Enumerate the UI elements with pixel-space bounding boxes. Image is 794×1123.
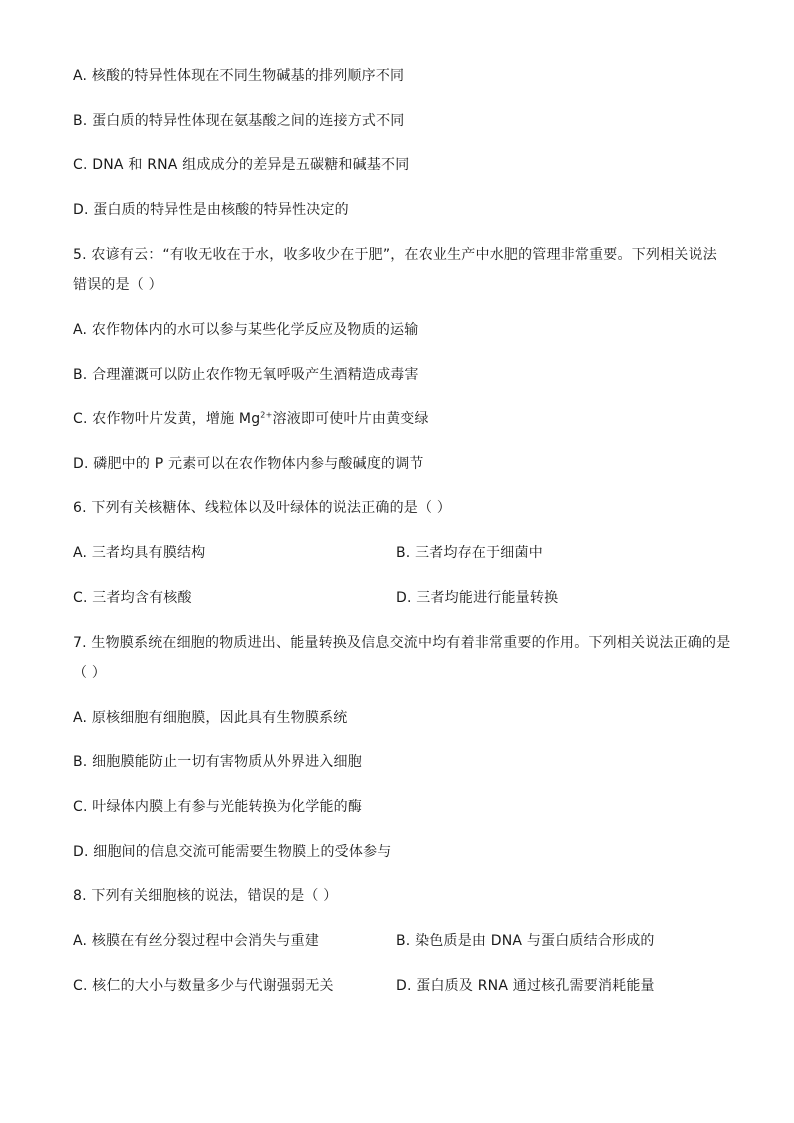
q5-stem-line2: 错误的是（ ）	[73, 277, 163, 293]
q8-option-c: C. 核仁的大小与数量多少与代谢强弱无关	[73, 978, 334, 994]
q6-option-c: C. 三者均含有核酸	[73, 590, 192, 606]
q7-stem-line1: 7. 生物膜系统在细胞的物质进出、能量转换及信息交流中均有着非常重要的作用。下列相关说法正确的是	[73, 635, 731, 651]
q6-option-a: A. 三者均具有膜结构	[73, 545, 206, 561]
q6-stem: 6. 下列有关核糖体、线粒体以及叶绿体的说法正确的是（ ）	[73, 500, 452, 516]
q7-option-b: B. 细胞膜能防止一切有害物质从外界进入细胞	[73, 754, 362, 770]
q7-stem-line2: （ ）	[73, 665, 107, 681]
q5-option-c-text: C. 农作物叶片发黄，增施 Mg	[73, 411, 261, 427]
q8-option-d: D. 蛋白质及 RNA 通过核孔需要消耗能量	[396, 978, 655, 994]
q7-option-d: D. 细胞间的信息交流可能需要生物膜上的受体参与	[73, 844, 392, 860]
q5-option-c-superscript: 2+	[260, 410, 273, 420]
q5-stem-line1: 5. 农谚有云：“有收无收在于水，收多收少在于肥”，在农业生产中水肥的管理非常重要。下列相关说法	[73, 247, 717, 263]
q6-option-b: B. 三者均存在于细菌中	[396, 545, 543, 561]
q6-option-d: D. 三者均能进行能量转换	[396, 590, 559, 606]
q8-stem: 8. 下列有关细胞核的说法，错误的是（ ）	[73, 888, 338, 904]
q5-option-a: A. 农作物体内的水可以参与某些化学反应及物质的运输	[73, 322, 419, 338]
q5-option-b: B. 合理灌溉可以防止农作物无氧呼吸产生酒精造成毒害	[73, 367, 419, 383]
q8-option-b: B. 染色质是由 DNA 与蛋白质结合形成的	[396, 933, 655, 949]
q5-option-d: D. 磷肥中的 P 元素可以在农作物体内参与酸碱度的调节	[73, 456, 424, 472]
q7-option-a: A. 原核细胞有细胞膜，因此具有生物膜系统	[73, 710, 348, 726]
q4-option-c: C. DNA 和 RNA 组成成分的差异是五碳糖和碱基不同	[73, 157, 410, 173]
q4-option-b: B. 蛋白质的特异性体现在氨基酸之间的连接方式不同	[73, 113, 405, 129]
q5-option-c-text-end: 溶液即可使叶片由黄变绿	[272, 411, 429, 427]
q5-option-c	[73, 410, 429, 428]
q8-option-a: A. 核膜在有丝分裂过程中会消失与重建	[73, 933, 320, 949]
q4-option-d: D. 蛋白质的特异性是由核酸的特异性决定的	[73, 202, 349, 218]
q4-option-a: A. 核酸的特异性体现在不同生物碱基的排列顺序不同	[73, 68, 405, 84]
q7-option-c: C. 叶绿体内膜上有参与光能转换为化学能的酶	[73, 799, 363, 815]
